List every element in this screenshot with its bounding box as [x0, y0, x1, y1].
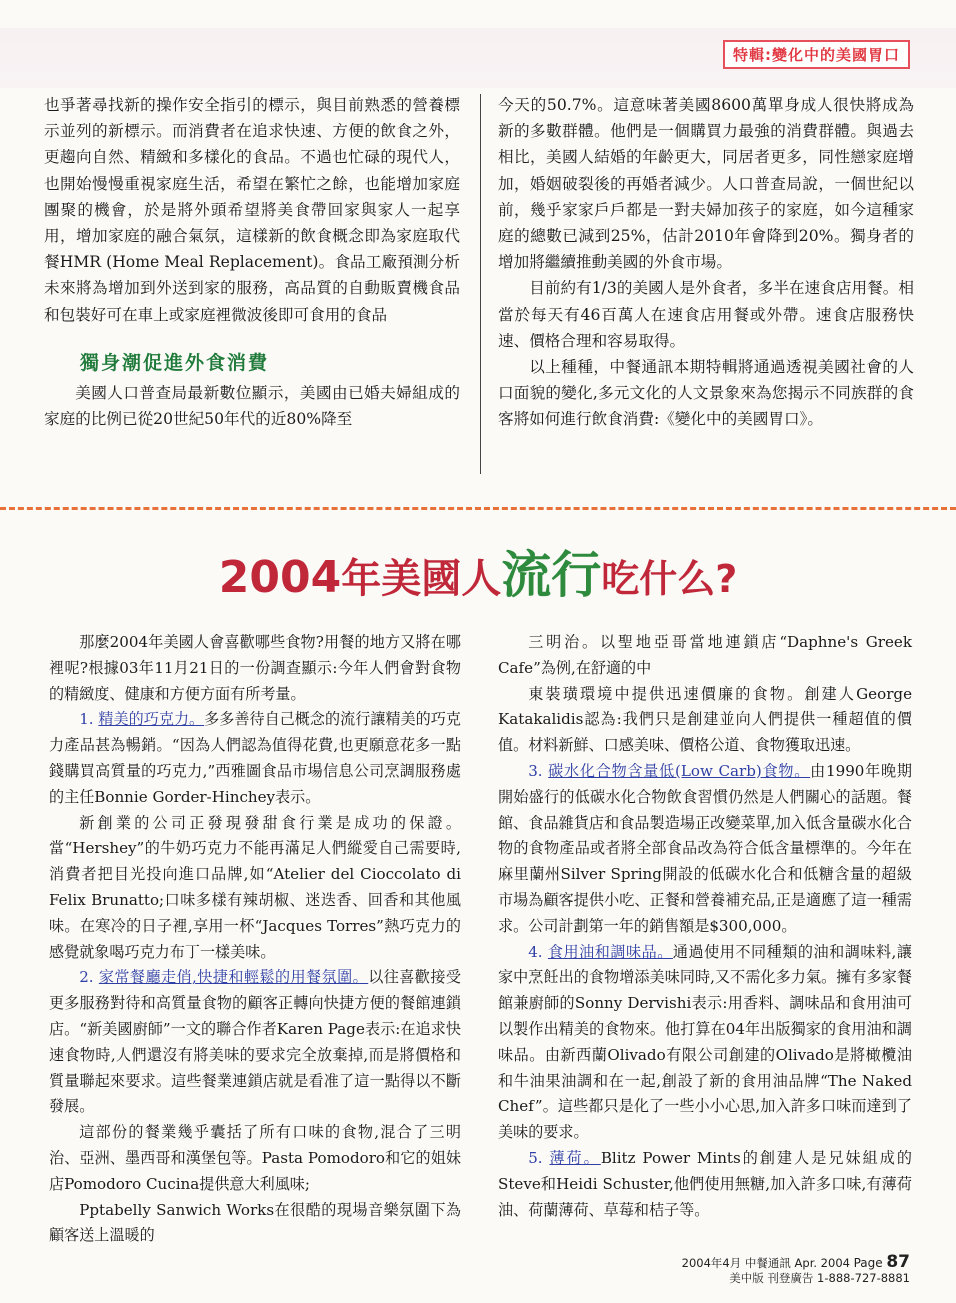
item-2 [49, 965, 461, 1120]
headline-year: 2004 [218, 552, 342, 603]
headline-part-4: 吃什么? [601, 557, 738, 601]
headline-part-2: 年美國人 [341, 556, 502, 602]
item-2-paragraph-3: Pptabelly Sanwich Works在很酷的現場音樂氛圍下為顧客送上溫暖的 [49, 1200, 461, 1245]
top-right-paragraph-2: 目前約有1/3的美國人是外食者，多半在速食店用餐。相當於每天有46百萬人在速食店用餐或外帶。速食店服務快速、價格合理和容易取得。 [498, 279, 914, 350]
bottom-left-column [49, 630, 461, 1249]
item-1-body: 多多善待自己概念的流行讓精美的巧克力產品甚為暢銷。“因為人們認為值得花費,也更願意花多一點錢購買高質量的巧克力,”西雅圖食品市場信息公司烹調服務處的主任Bonnie Gorder-Hinchey表示。 [49, 710, 461, 806]
bottom-intro: 那麼2004年美國人會喜歡哪些食物?用餐的地方又將在哪裡呢?根據03年11月21日的一份調查顯示:今年人們會對食物的精緻度、健康和方便方面有所考量。 [49, 633, 461, 703]
item-1-title: 精美的巧克力。 [98, 710, 205, 729]
item-3-title: 碳水化合物含量低(Low Carb)食物。 [548, 761, 811, 780]
footer-line-2: 美中版 刊登廣告 1-888-727-8881 [729, 1271, 910, 1285]
top-left-intro: 也爭著尋找新的操作安全指引的標示，與目前熟悉的營養標示並列的新標示。而消費者在追求快速、方便的飲食之外，更趨向自然、精緻和多樣化的食品。不過也忙碌的現代人，也開始慢慢重視家庭生活，希望在繁忙之餘，也能增加家庭團聚的機會，於是將外頭希望將美食帶回家與家人一起享用，增加家庭的融合氣氛，這樣新的飲食概念即為家庭取代餐HMR (Home Meal Replacement)。食品工廠預測分析未來將為增加到外送到家的服務，高品質的自動販賣機食品和包裝好可在車上或家庭裡微波後即可食用的食品 [44, 96, 460, 324]
item-2-title: 家常餐廳走俏,快捷和輕鬆的用餐氛圍。 [98, 968, 369, 987]
item-5-number: 5. [528, 1148, 543, 1167]
item-3 [498, 759, 912, 940]
footer-line-1 [681, 1252, 910, 1272]
top-right-paragraph-3: 以上種種，中餐通訊本期特輯將通過透視美國社會的人口面貌的變化,多元文化的人文景象來為您揭示不同族群的食客將如何進行飲食消費:《變化中的美國胃口》。 [498, 358, 914, 429]
section-tag: 特輯:變化中的美國胃口 [723, 40, 910, 69]
item-2-paragraph-2: 這部份的餐業幾乎囊括了所有口味的食物,混合了三明治、亞洲、墨西哥和漢堡包等。Pasta Pomodoro和它的姐妹店Pomodoro Cucina提供意大利風味; [49, 1123, 461, 1193]
item-3-body: 由1990年晚期開始盛行的低碳水化合物飲食習慣仍然是人們關心的話題。餐館、食品雜貨店和食品製造場正改變菜單,加入低含量碳水化合物的食物產品或者將全部食品改為符合低含量標準的。今年在麻里蘭州Silver Spring開設的低碳水化合和低糖含量的超級市場為顧客提供小吃、正餐和營養補充品,正是適應了這一種需求。公司計劃第一年的銷售額是$300,000。 [498, 761, 912, 935]
column-divider [480, 94, 481, 474]
item-4-number: 4. [528, 942, 543, 961]
headline-part-3: 流行 [501, 546, 602, 604]
bottom-right-paragraph-2: 東裝璜環境中提供迅速價廉的食物。創建人George Katakalidis認為:我們只是創建並向人們提供一種超值的價值。材料新鮮、口感美味、價格公道、食物獲取迅速。 [498, 684, 912, 755]
item-4 [498, 940, 912, 1146]
footer-page-number: 87 [886, 1252, 910, 1272]
bottom-right-column [498, 630, 912, 1223]
footer-date: 2004年4月 中餐通訊 Apr. 2004 [681, 1256, 850, 1270]
top-right-paragraph-1: 今天的50.7%。這意味著美國8600萬單身成人很快將成為新的多數群體。他們是一個購買力最強的消費群體。與過去相比，美國人結婚的年齡更大，同居者更多，同性戀家庭增加，婚姻破裂後的再婚者減少。人口普查局說，一個世紀以前，幾乎家家戶戶都是一對夫婦加孩子的家庭，如今這種家庭的總數已減到25%，估計2010年會降到20%。獨身者的增加將繼續推動美國的外食市場。 [498, 96, 914, 272]
item-4-title: 食用油和調味品。 [547, 942, 673, 961]
item-5 [498, 1146, 912, 1223]
item-4-body: 通過使用不同種類的油和調味料,讓家中烹飪出的食物增添美味同時,又不需化多力氣。擁有多家餐館兼廚師的Sonny Dervishi表示:用香料、調味品和食用油可以製作出精美的食物來。他打算在04年出版獨家的食用油和調味品。由新西蘭Olivado有限公司創建的Olivado是將橄欖油和牛油果油調和在一起,創設了新的食用油品牌“The Naked Chef”。這些都只是化了一些小小心思,加入許多口味而達到了美味的要求。 [498, 942, 912, 1142]
item-5-body: Blitz Power Mints的創建人是兄妹組成的Steve和Heidi Schuster,他們使用無糖,加入許多口味,有薄荷油、荷蘭薄荷、草莓和桔子等。 [498, 1148, 912, 1219]
item-5-title: 薄荷。 [549, 1148, 601, 1167]
article-headline [0, 535, 956, 607]
dashed-separator [0, 507, 956, 510]
item-1 [49, 707, 461, 810]
bottom-right-paragraph-1: 三明治。以聖地亞哥當地連鎖店“Daphne's Greek Cafe”為例,在舒適的中 [498, 633, 912, 677]
subhead-single-trend: 獨身潮促進外食消費 [80, 351, 270, 374]
footer-page-label: Page [853, 1256, 883, 1270]
top-left-paragraph-2: 美國人口普查局最新數位顯示，美國由已婚夫婦組成的家庭的比例已從20世紀50年代的近80%降至 [44, 384, 460, 429]
top-right-column [498, 92, 914, 433]
item-1-number: 1. [79, 710, 94, 729]
item-3-number: 3. [528, 761, 543, 780]
item-2-number: 2. [79, 968, 94, 987]
page-footer [681, 1252, 910, 1286]
top-left-column [44, 92, 460, 432]
item-2-body: 以往喜歡接受更多服務對待和高質量食物的顧客正轉向快捷方便的餐館連鎖店。“新美國廚師”一文的聯合作者Karen Page表示:在追求快速食物時,人們還沒有將美味的要求完全放棄掉,而是將價格和質量聯起來要求。這些餐業連鎖店就是看准了這一點得以不斷發展。 [49, 968, 461, 1116]
item-1-paragraph-2: 新創業的公司正發現發甜食行業是成功的保證。當“Hershey”的牛奶巧克力不能再滿足人們縱愛自己需要時,消費者把目光投向進口品牌,如“Atelier del Cioccolato di Felix Brunatto;口味多樣有辣胡椒、迷迭香、回香和其他風味。在寒冷的日子裡,享用一杯“Jacques Torres”熱巧克力的感覺就象喝巧克力布丁一樣美味。 [49, 813, 461, 961]
